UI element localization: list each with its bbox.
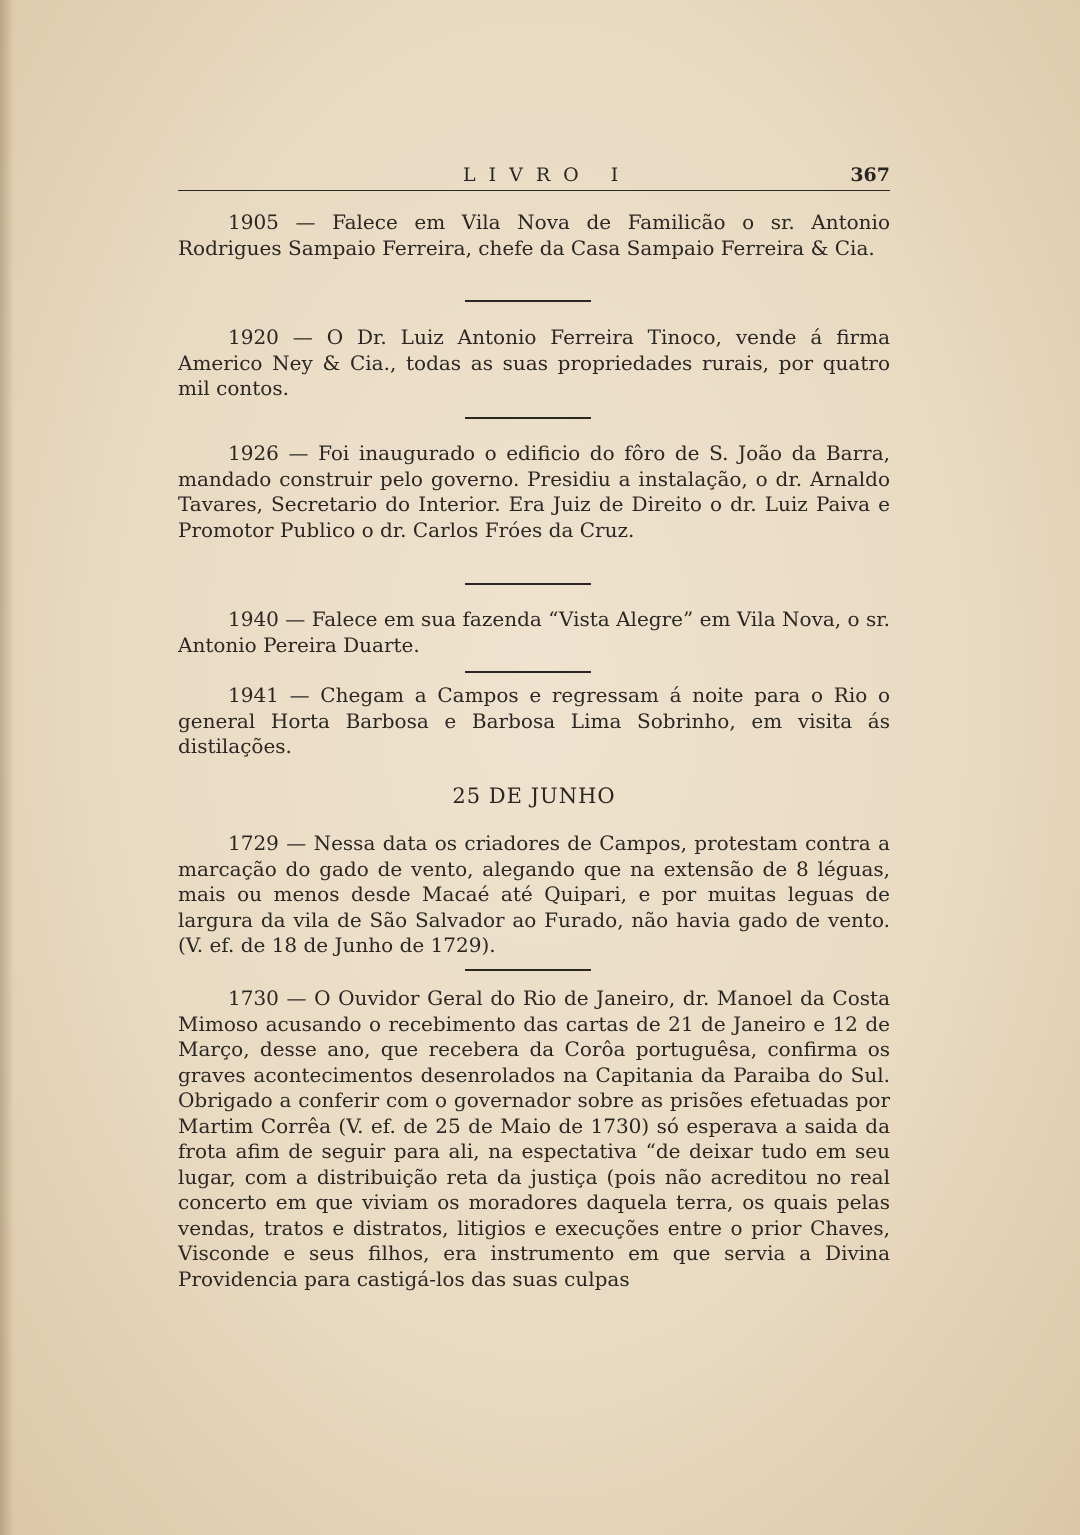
running-header	[178, 164, 890, 190]
entry-1920	[178, 325, 890, 402]
entry-text: 1730 — O Ouvidor Geral do Rio de Janeiro, dr. Manoel da Costa Mimoso acusando o recebimento das cartas de 21 de Janeiro e 12 de Março, desse ano, que recebera da Corôa portuguêsa, confirma os graves acontecimentos desenrolados na Capitania da Paraiba do Sul. Obrigado a conferir com o governador sobre as prisões efetuadas por Martim Corrêa (V. ef. de 25 de Maio de 1730) só esperava a saida da frota afim de seguir para ali, na espectativa “de deixar tudo em seu lugar, com a distribuição reta da justiça (pois não acreditou no real concerto em que viviam os moradores daquela terra, os quais pelas vendas, tratos e distratos, litigios e execuções entre o prior Chaves, Visconde e seus filhos, era instrumento em que servia a Divina Providencia para castigá-los das suas culpas	[178, 986, 890, 1291]
entry-text: 1940 — Falece em sua fazenda “Vista Alegre” em Vila Nova, o sr. Antonio Pereira Duarte.	[178, 607, 890, 657]
entry-text: 1941 — Chegam a Campos e regressam á noite para o Rio o general Horta Barbosa e Barbosa Lima Sobrinho, em visita ás distilações.	[178, 683, 890, 758]
entry-text: 1729 — Nessa data os criadores de Campos, protestam contra a marcação do gado de vento, alegando que na extensão de 8 léguas, mais ou menos desde Macaé até Quipari, e por muitas leguas de largura da vila de São Salvador ao Furado, não havia gado de vento. (V. ef. de 18 de Junho de 1729).	[178, 831, 890, 957]
separator-rule	[465, 969, 591, 971]
separator-rule	[465, 671, 591, 673]
separator-rule	[465, 417, 591, 419]
section-title: 25 DE JUNHO	[452, 784, 616, 808]
entry-text: 1905 — Falece em Vila Nova de Familicão o sr. Antonio Rodrigues Sampaio Ferreira, chefe da Casa Sampaio Ferreira & Cia.	[178, 210, 890, 260]
entry-1905	[178, 210, 890, 261]
entry-1926	[178, 441, 890, 543]
separator-rule	[465, 583, 591, 585]
entry-text: 1920 — O Dr. Luiz Antonio Ferreira Tinoco, vende á firma Americo Ney & Cia., todas as suas propriedades rurais, por quatro mil contos.	[178, 325, 890, 400]
page-number: 367	[850, 164, 890, 186]
spine-shadow	[0, 0, 14, 1535]
entry-1730	[178, 986, 890, 1292]
header-rule	[178, 190, 890, 191]
separator-rule	[465, 300, 591, 302]
entry-text: 1926 — Foi inaugurado o edificio do fôro de S. João da Barra, mandado construir pelo governo. Presidiu a instalação, o dr. Arnaldo Tavares, Secretario do Interior. Era Juiz de Direito o dr. Luiz Paiva e Promotor Publico o dr. Carlos Fróes da Cruz.	[178, 441, 890, 542]
header-title: LIVRO I	[463, 164, 632, 186]
entry-1729	[178, 831, 890, 959]
entry-1940	[178, 607, 890, 658]
entry-1941	[178, 683, 890, 760]
